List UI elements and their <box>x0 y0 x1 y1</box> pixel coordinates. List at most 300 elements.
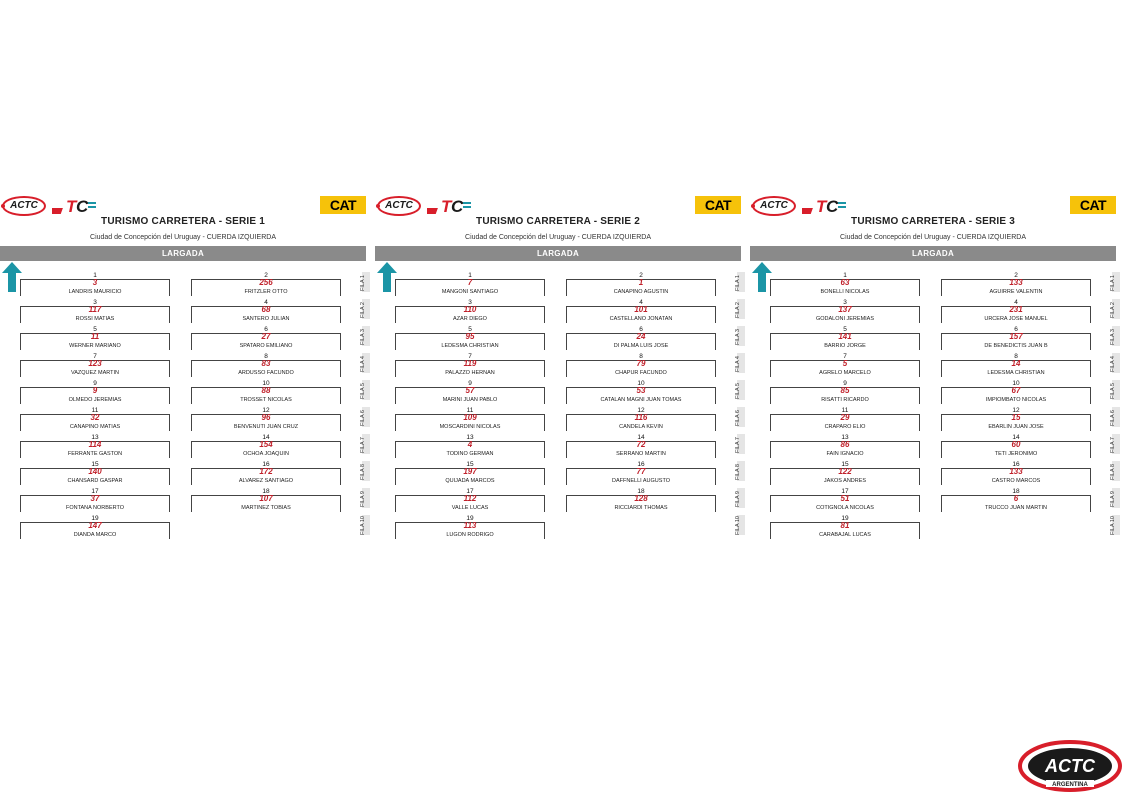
fila-label: FILA 10 <box>735 516 741 536</box>
car-number: 11 <box>90 332 100 341</box>
grid-slot <box>566 326 716 353</box>
grid-slot <box>191 272 341 299</box>
grid-position: 1 <box>93 272 97 279</box>
grid-position: 19 <box>841 515 849 522</box>
grid-row <box>750 407 1116 434</box>
grid-position: 9 <box>93 380 97 387</box>
cat-logo: CAT <box>320 196 366 214</box>
car-number: 68 <box>261 305 271 314</box>
grid-position: 5 <box>843 326 847 333</box>
grid-position: 19 <box>91 515 99 522</box>
grid-position: 8 <box>264 353 268 360</box>
grid-row <box>0 272 366 299</box>
grid-position: 16 <box>637 461 645 468</box>
driver-name: MARTINEZ TOBIAS <box>241 505 291 511</box>
grid-slot <box>566 380 716 407</box>
car-number: 172 <box>259 467 273 476</box>
fila-label: FILA 6 <box>735 410 741 426</box>
fila-label: FILA 6 <box>360 410 366 426</box>
fila-label: FILA 2 <box>1110 302 1116 318</box>
footer-logo-text: ARGENTINA <box>1052 782 1088 788</box>
grid-position: 17 <box>466 488 474 495</box>
grid-slot <box>191 434 341 461</box>
car-number: 110 <box>463 305 477 314</box>
grid-row <box>0 380 366 407</box>
grid-position: 13 <box>466 434 474 441</box>
car-number: 128 <box>634 494 648 503</box>
grid-slot <box>191 461 341 488</box>
series-panel-1 <box>0 192 366 542</box>
grid-row <box>375 515 741 542</box>
fila-label: FILA 8 <box>1110 464 1116 480</box>
series-title: TURISMO CARRETERA - SERIE 1 <box>101 216 265 227</box>
driver-name: RISATTI RICARDO <box>821 397 869 403</box>
driver-name: BARRIO JORGE <box>824 343 866 349</box>
grid-slot <box>941 353 1091 380</box>
grid-slot <box>770 272 920 299</box>
largada-bar: LARGADA <box>375 246 741 261</box>
car-number: 112 <box>463 494 477 503</box>
grid-slot <box>395 380 545 407</box>
driver-name: COTIGNOLA NICOLAS <box>816 505 874 511</box>
grid-row <box>750 434 1116 461</box>
driver-name: GODALONI JEREMIAS <box>815 316 875 322</box>
grid-row <box>750 272 1116 299</box>
car-number: 32 <box>90 413 100 422</box>
grid-position: 17 <box>91 488 99 495</box>
car-number: 119 <box>463 359 477 368</box>
grid-row <box>0 407 366 434</box>
driver-name: CANAPINO MATIAS <box>69 424 121 430</box>
grid-position: 13 <box>91 434 99 441</box>
grid-slot <box>191 353 341 380</box>
grid-slot <box>566 272 716 299</box>
grid-position: 2 <box>1014 272 1018 279</box>
act-logo: ACTC <box>752 196 796 216</box>
driver-name: AGRELO MARCELO <box>819 370 871 376</box>
driver-name: FERRANTE GASTON <box>67 451 123 457</box>
grid-position: 16 <box>262 461 270 468</box>
grid-row <box>0 326 366 353</box>
grid-slot <box>20 380 170 407</box>
grid-position: 3 <box>843 299 847 306</box>
grid-row <box>375 299 741 326</box>
grid-position: 6 <box>639 326 643 333</box>
fila-label: FILA 1 <box>1110 275 1116 291</box>
grid-row <box>750 488 1116 515</box>
series-title: TURISMO CARRETERA - SERIE 3 <box>851 216 1015 227</box>
grid-position: 3 <box>93 299 97 306</box>
grid-slot <box>395 488 545 515</box>
grid-position: 13 <box>841 434 849 441</box>
svg-text:C: C <box>451 197 464 216</box>
tc-logo <box>427 194 473 218</box>
driver-name: MANGONI SANTIAGO <box>441 289 499 295</box>
car-number: 6 <box>1013 494 1019 503</box>
grid-slot <box>191 380 341 407</box>
driver-name: URCERA JOSE MANUEL <box>984 316 1048 322</box>
grid-slot <box>770 353 920 380</box>
car-number: 95 <box>465 332 475 341</box>
grid-position: 15 <box>841 461 849 468</box>
car-number: 60 <box>1011 440 1021 449</box>
grid-position: 6 <box>264 326 268 333</box>
driver-name: RICCIARDI THOMAS <box>614 505 668 511</box>
car-number: 5 <box>842 359 848 368</box>
car-number: 114 <box>88 440 102 449</box>
driver-name: CASTELLANO JONATAN <box>609 316 673 322</box>
grid-slot <box>566 299 716 326</box>
fila-label: FILA 10 <box>1110 516 1116 536</box>
fila-label: FILA 6 <box>1110 410 1116 426</box>
grid-slot <box>395 326 545 353</box>
grid-position: 18 <box>262 488 270 495</box>
fila-label: FILA 2 <box>735 302 741 318</box>
fila-label: FILA 3 <box>360 329 366 345</box>
grid-position: 17 <box>841 488 849 495</box>
fila-label: FILA 2 <box>360 302 366 318</box>
grid-row <box>375 461 741 488</box>
fila-label: FILA 9 <box>360 491 366 507</box>
driver-name: AZAR DIEGO <box>453 316 487 322</box>
grid-position: 15 <box>466 461 474 468</box>
driver-name: DAFFNELLI AUGUSTO <box>612 478 670 484</box>
grid-position: 7 <box>843 353 847 360</box>
grid-position: 8 <box>639 353 643 360</box>
grid-row <box>0 515 366 542</box>
grid-slot <box>941 488 1091 515</box>
grid-position: 11 <box>91 407 99 414</box>
grid-position: 4 <box>264 299 268 306</box>
fila-label: FILA 5 <box>735 383 741 399</box>
fila-label: FILA 3 <box>735 329 741 345</box>
car-number: 116 <box>634 413 648 422</box>
grid-position: 18 <box>637 488 645 495</box>
driver-name: AGUIRRE VALENTIN <box>989 289 1043 295</box>
grid-slot <box>395 353 545 380</box>
grid-position: 10 <box>637 380 645 387</box>
grid-slot <box>395 272 545 299</box>
driver-name: BONELLI NICOLAS <box>820 289 870 295</box>
car-number: 157 <box>1009 332 1023 341</box>
largada-bar: LARGADA <box>0 246 366 261</box>
grid-slot <box>20 407 170 434</box>
grid-position: 5 <box>93 326 97 333</box>
car-number: 83 <box>261 359 271 368</box>
grid-row <box>0 461 366 488</box>
series-subtitle: Ciudad de Concepción del Uruguay - CUERDA IZQUIERDA <box>840 234 1026 241</box>
grid-position: 2 <box>639 272 643 279</box>
car-number: 53 <box>636 386 646 395</box>
svg-text:C: C <box>826 197 839 216</box>
series-panel-2 <box>375 192 741 542</box>
grid-slot <box>395 407 545 434</box>
grid-slot <box>770 515 920 542</box>
fila-label: FILA 8 <box>735 464 741 480</box>
grid-slot <box>20 353 170 380</box>
grid-position: 1 <box>843 272 847 279</box>
grid-position: 19 <box>466 515 474 522</box>
driver-name: TRUCCO JUAN MARTIN <box>985 505 1047 511</box>
grid-slot <box>191 299 341 326</box>
grid-position: 4 <box>1014 299 1018 306</box>
grid-row <box>375 407 741 434</box>
grid-slot <box>395 515 545 542</box>
car-number: 117 <box>88 305 102 314</box>
grid-slot <box>395 299 545 326</box>
grid-slot <box>20 272 170 299</box>
car-number: 113 <box>463 521 477 530</box>
driver-name: ARDUSSO FACUNDO <box>238 370 294 376</box>
grid-slot <box>770 461 920 488</box>
act-logo: ACTC <box>2 196 46 216</box>
car-number: 141 <box>838 332 852 341</box>
grid-row <box>375 434 741 461</box>
fila-label: FILA 1 <box>735 275 741 291</box>
driver-name: FAIN IGNACIO <box>826 451 864 457</box>
grid-slot <box>941 434 1091 461</box>
header-logos <box>750 194 870 218</box>
grid-position: 16 <box>1012 461 1020 468</box>
grid-row <box>375 380 741 407</box>
grid-slot <box>20 488 170 515</box>
header-logos <box>0 194 120 218</box>
driver-name: CHANSARD GASPAR <box>67 478 123 484</box>
fila-label: FILA 7 <box>1110 437 1116 453</box>
grid-position: 14 <box>637 434 645 441</box>
car-number: 231 <box>1009 305 1023 314</box>
driver-name: TROSSET NICOLAS <box>240 397 292 403</box>
fila-label: FILA 5 <box>360 383 366 399</box>
fila-label: FILA 7 <box>360 437 366 453</box>
car-number: 133 <box>1009 278 1023 287</box>
grid-position: 10 <box>262 380 270 387</box>
driver-name: ALVAREZ SANTIAGO <box>238 478 294 484</box>
driver-name: FONTANA NORBERTO <box>65 505 125 511</box>
tc-logo <box>52 194 98 218</box>
grid-position: 9 <box>468 380 472 387</box>
grid-row <box>375 488 741 515</box>
grid-row <box>750 326 1116 353</box>
car-number: 140 <box>88 467 102 476</box>
grid-position: 4 <box>639 299 643 306</box>
grid-slot <box>770 488 920 515</box>
grid-slot <box>20 326 170 353</box>
driver-name: BENVENUTI JUAN CRUZ <box>233 424 299 430</box>
driver-name: ROSSI MATIAS <box>75 316 115 322</box>
grid-row <box>750 461 1116 488</box>
grid-row <box>750 515 1116 542</box>
driver-name: DI PALMA LUIS JOSE <box>613 343 669 349</box>
car-number: 77 <box>636 467 646 476</box>
car-number: 123 <box>88 359 102 368</box>
grid-position: 7 <box>468 353 472 360</box>
svg-text:C: C <box>76 197 89 216</box>
svg-text:T: T <box>441 197 452 216</box>
grid-slot <box>566 407 716 434</box>
grid-row <box>750 299 1116 326</box>
driver-name: DIANDA MARCO <box>73 532 117 538</box>
driver-name: CANDELA KEVIN <box>619 424 663 430</box>
tc-logo <box>802 194 848 218</box>
grid-row <box>375 326 741 353</box>
car-number: 9 <box>92 386 98 395</box>
car-number: 96 <box>261 413 271 422</box>
grid-position: 11 <box>466 407 474 414</box>
driver-name: SERRANO MARTIN <box>616 451 666 457</box>
driver-name: FRITZLER OTTO <box>244 289 288 295</box>
grid-position: 5 <box>468 326 472 333</box>
fila-label: FILA 9 <box>1110 491 1116 507</box>
grid-slot <box>191 326 341 353</box>
grid-slot <box>770 407 920 434</box>
series-title: TURISMO CARRETERA - SERIE 2 <box>476 216 640 227</box>
driver-name: EBARLIN JUAN JOSE <box>988 424 1044 430</box>
grid-slot <box>395 461 545 488</box>
grid-row <box>0 434 366 461</box>
grid-slot <box>20 461 170 488</box>
grid-position: 3 <box>468 299 472 306</box>
car-number: 67 <box>1011 386 1021 395</box>
grid-position: 14 <box>262 434 270 441</box>
driver-name: OCHOA JOAQUIN <box>243 451 289 457</box>
grid-position: 12 <box>637 407 645 414</box>
grid-slot <box>941 326 1091 353</box>
car-number: 57 <box>465 386 475 395</box>
grid-position: 6 <box>1014 326 1018 333</box>
car-number: 147 <box>88 521 102 530</box>
grid-row <box>750 380 1116 407</box>
fila-label: FILA 3 <box>1110 329 1116 345</box>
series-subtitle: Ciudad de Concepción del Uruguay - CUERDA IZQUIERDA <box>90 234 276 241</box>
act-logo: ACTC <box>377 196 421 216</box>
driver-name: CARABAJAL LUCAS <box>819 532 871 538</box>
grid-slot <box>395 434 545 461</box>
fila-label: FILA 4 <box>360 356 366 372</box>
car-number: 101 <box>634 305 648 314</box>
grid-position: 7 <box>93 353 97 360</box>
driver-name: LEDESMA CHRISTIAN <box>987 370 1045 376</box>
grid-slot <box>770 326 920 353</box>
grid-position: 1 <box>468 272 472 279</box>
car-number: 122 <box>838 467 852 476</box>
car-number: 37 <box>90 494 100 503</box>
largada-bar: LARGADA <box>750 246 1116 261</box>
grid-slot <box>770 299 920 326</box>
series-subtitle: Ciudad de Concepción del Uruguay - CUERDA IZQUIERDA <box>465 234 651 241</box>
driver-name: LANDRIS MAURICIO <box>68 289 122 295</box>
car-number: 24 <box>636 332 646 341</box>
grid-slot <box>20 299 170 326</box>
grid-row <box>0 488 366 515</box>
car-number: 81 <box>840 521 850 530</box>
car-number: 27 <box>261 332 271 341</box>
driver-name: MARINI JUAN PABLO <box>442 397 498 403</box>
driver-name: CASTRO MARCOS <box>991 478 1041 484</box>
grid-slot <box>941 299 1091 326</box>
car-number: 88 <box>261 386 271 395</box>
grid-slot <box>566 488 716 515</box>
fila-label: FILA 8 <box>360 464 366 480</box>
grid-slot <box>20 515 170 542</box>
car-number: 14 <box>1011 359 1021 368</box>
grid-position: 2 <box>264 272 268 279</box>
driver-name: VALLE LUCAS <box>451 505 489 511</box>
driver-name: CRAPARO ELIO <box>824 424 866 430</box>
driver-name: CHAPUR FACUNDO <box>615 370 667 376</box>
grid-slot <box>941 407 1091 434</box>
grid-slot <box>566 461 716 488</box>
grid-row <box>375 353 741 380</box>
car-number: 197 <box>463 467 477 476</box>
fila-label: FILA 5 <box>1110 383 1116 399</box>
car-number: 133 <box>1009 467 1023 476</box>
car-number: 51 <box>840 494 850 503</box>
grid-row <box>0 353 366 380</box>
grid-slot <box>191 488 341 515</box>
actc-argentina-logo <box>1018 740 1122 792</box>
grid-position: 12 <box>262 407 270 414</box>
fila-label: FILA 9 <box>735 491 741 507</box>
driver-name: MOSCARDINI NICOLAS <box>439 424 501 430</box>
fila-label: FILA 10 <box>360 516 366 536</box>
car-number: 109 <box>463 413 477 422</box>
driver-name: LUGON RODRIGO <box>446 532 494 538</box>
car-number: 72 <box>636 440 646 449</box>
fila-label: FILA 4 <box>735 356 741 372</box>
grid-position: 8 <box>1014 353 1018 360</box>
grid-slot <box>770 434 920 461</box>
car-number: 29 <box>840 413 850 422</box>
grid-row <box>750 353 1116 380</box>
cat-logo: CAT <box>1070 196 1116 214</box>
grid-slot <box>941 461 1091 488</box>
grid-position: 12 <box>1012 407 1020 414</box>
driver-name: LEDESMA CHRISTIAN <box>441 343 499 349</box>
grid-slot <box>941 272 1091 299</box>
fila-label: FILA 1 <box>360 275 366 291</box>
driver-name: CANAPINO AGUSTIN <box>613 289 669 295</box>
cat-logo: CAT <box>695 196 741 214</box>
header-logos <box>375 194 495 218</box>
svg-text:T: T <box>66 197 77 216</box>
car-number: 15 <box>1011 413 1021 422</box>
car-number: 137 <box>838 305 852 314</box>
car-number: 86 <box>840 440 850 449</box>
grid-slot <box>770 380 920 407</box>
car-number: 7 <box>467 278 473 287</box>
grid-slot <box>566 434 716 461</box>
grid-position: 18 <box>1012 488 1020 495</box>
car-number: 79 <box>636 359 646 368</box>
driver-name: WERNER MARIANO <box>69 343 121 349</box>
driver-name: SANTERO JULIAN <box>242 316 290 322</box>
driver-name: TODINO GERMAN <box>446 451 494 457</box>
series-panel-3 <box>750 192 1116 542</box>
grid-slot <box>191 407 341 434</box>
car-number: 85 <box>840 386 850 395</box>
grid-slot <box>20 434 170 461</box>
driver-name: QUIJADA MARCOS <box>445 478 495 484</box>
svg-text:T: T <box>816 197 827 216</box>
car-number: 107 <box>259 494 273 503</box>
fila-label: FILA 4 <box>1110 356 1116 372</box>
car-number: 3 <box>92 278 98 287</box>
grid-row <box>0 299 366 326</box>
car-number: 154 <box>259 440 273 449</box>
car-number: 256 <box>259 278 273 287</box>
grid-slot <box>566 353 716 380</box>
